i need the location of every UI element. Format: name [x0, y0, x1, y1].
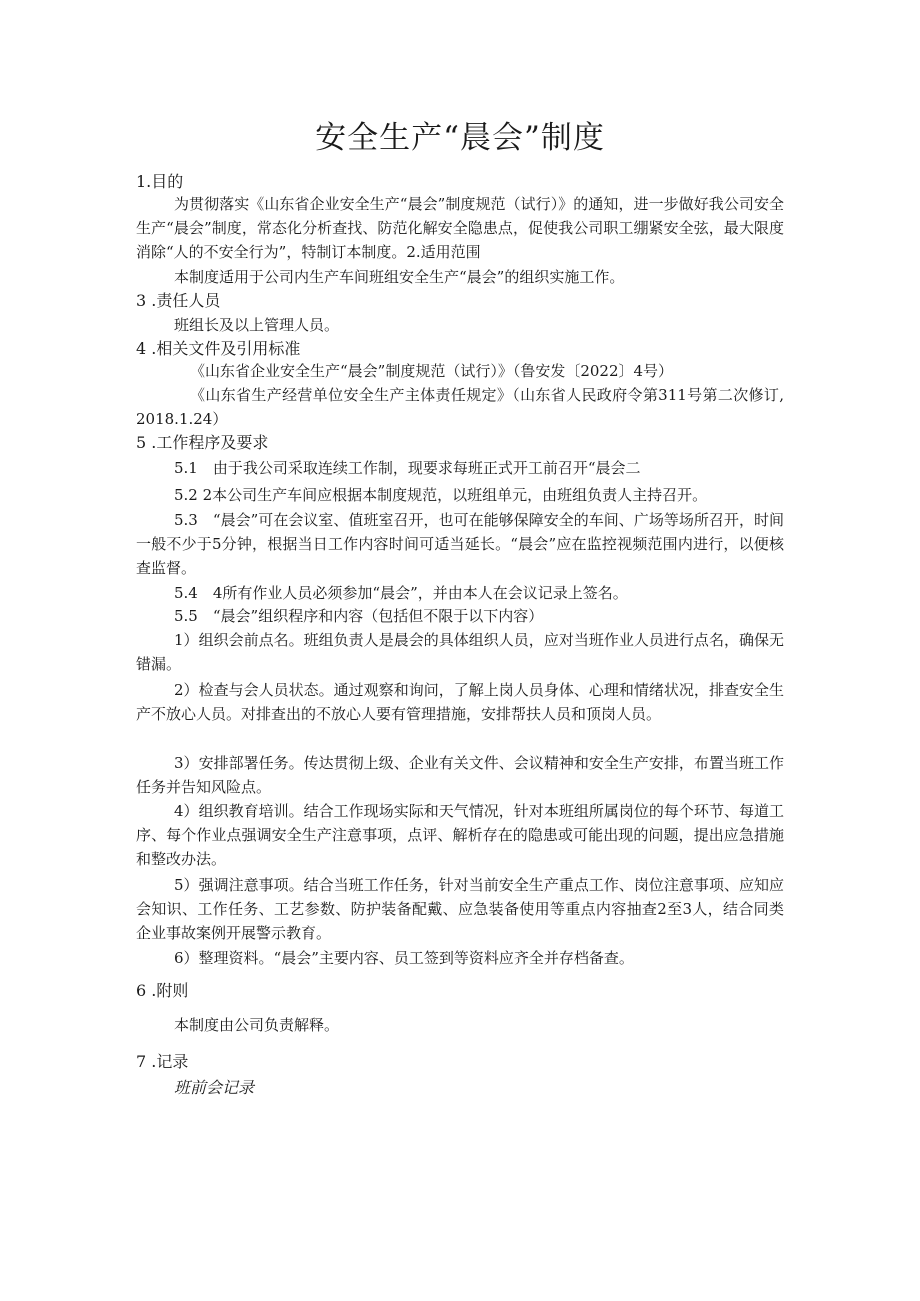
section-heading-appendix: 6 .附则	[136, 981, 189, 1000]
procedure-item-4: 4）组织教育培训。结合工作现场实际和天气情况，针对本班组所属岗位的每个环节、每道工序、每个作业点强调安全生产注意事项，点评、解析存在的隐患或可能出现的问题，提出应急措施和整改办法。	[136, 802, 784, 869]
procedure-item-1: 1）组织会前点名。班组负责人是晨会的具体组织人员，应对当班作业人员进行点名，确保无错漏。	[136, 631, 784, 674]
scope-paragraph: 本制度适用于公司内生产车间班组安全生产“晨会”的组织实施工作。	[174, 268, 625, 286]
procedure-5-1: 5.1 由于我公司采取连续工作制，现要求每班正式开工前召开“晨会二	[174, 459, 641, 477]
document-title: 安全生产“晨会”制度	[315, 120, 605, 156]
purpose-paragraph: 为贯彻落实《山东省企业安全生产“晨会”制度规范（试行）》的通知，进一步做好我公司安全生产“晨会”制度，常态化分析查找、防范化解安全隐患点，促使我公司职工绷紧安全弦，最大限度消除“人的不安全行为”，特制订本制度。2.适用范围	[136, 195, 784, 262]
section-heading-records: 7 .记录	[136, 1052, 189, 1071]
procedure-item-6: 6）整理资料。“晨会”主要内容、员工签到等资料应齐全并存档备查。	[174, 949, 634, 967]
procedure-5-5: 5.5 “晨会”组织程序和内容（包括但不限于以下内容）	[174, 607, 544, 625]
reference-2: 《山东省生产经营单位安全生产主体责任规定》（山东省人民政府令第311号第二次修订, 2018.1.24）	[136, 386, 784, 429]
reference-1: 《山东省企业安全生产“晨会”制度规范（试行）》（鲁安发〔2022〕4号）	[190, 362, 674, 380]
procedure-5-3: 5.3 “晨会”可在会议室、值班室召开，也可在能够保障安全的车间、广场等场所召开，时间一般不少于5分钟，根据当日工作内容时间可适当延长。“晨会”应在监控视频范围内进行，以便核查监督。	[136, 511, 784, 578]
procedure-item-5: 5）强调注意事项。结合当班工作任务，针对当前安全生产重点工作、岗位注意事项、应知应会知识、工作任务、工艺参数、防护装备配戴、应急装备使用等重点内容抽查2至3人，结合同类企业事故案例开展警示教育。	[136, 876, 784, 943]
section-heading-purpose: 1.目的	[136, 172, 184, 191]
records-item: 班前会记录	[174, 1078, 255, 1097]
procedure-5-4: 5.4 4所有作业人员必须参加“晨会”，并由本人在会议记录上签名。	[174, 584, 628, 602]
section-heading-references: 4 .相关文件及引用标准	[136, 339, 301, 358]
appendix-paragraph: 本制度由公司负责解释。	[174, 1016, 340, 1034]
responsible-paragraph: 班组长及以上管理人员。	[174, 316, 340, 334]
procedure-item-3: 3）安排部署任务。传达贯彻上级、企业有关文件、会议精神和安全生产安排，布置当班工作任务并告知风险点。	[136, 754, 784, 797]
procedure-item-2: 2）检查与会人员状态。通过观察和询问，了解上岗人员身体、心理和情绪状况，排查安全生产不放心人员。对排查出的不放心人要有管理措施，安排帮扶人员和顶岗人员。	[136, 681, 784, 724]
section-heading-responsible: 3 .责任人员	[136, 291, 221, 310]
section-heading-procedure: 5 .工作程序及要求	[136, 433, 269, 452]
procedure-5-2: 5.2 2本公司生产车间应根据本制度规范，以班组单元，由班组负责人主持召开。	[174, 486, 708, 504]
